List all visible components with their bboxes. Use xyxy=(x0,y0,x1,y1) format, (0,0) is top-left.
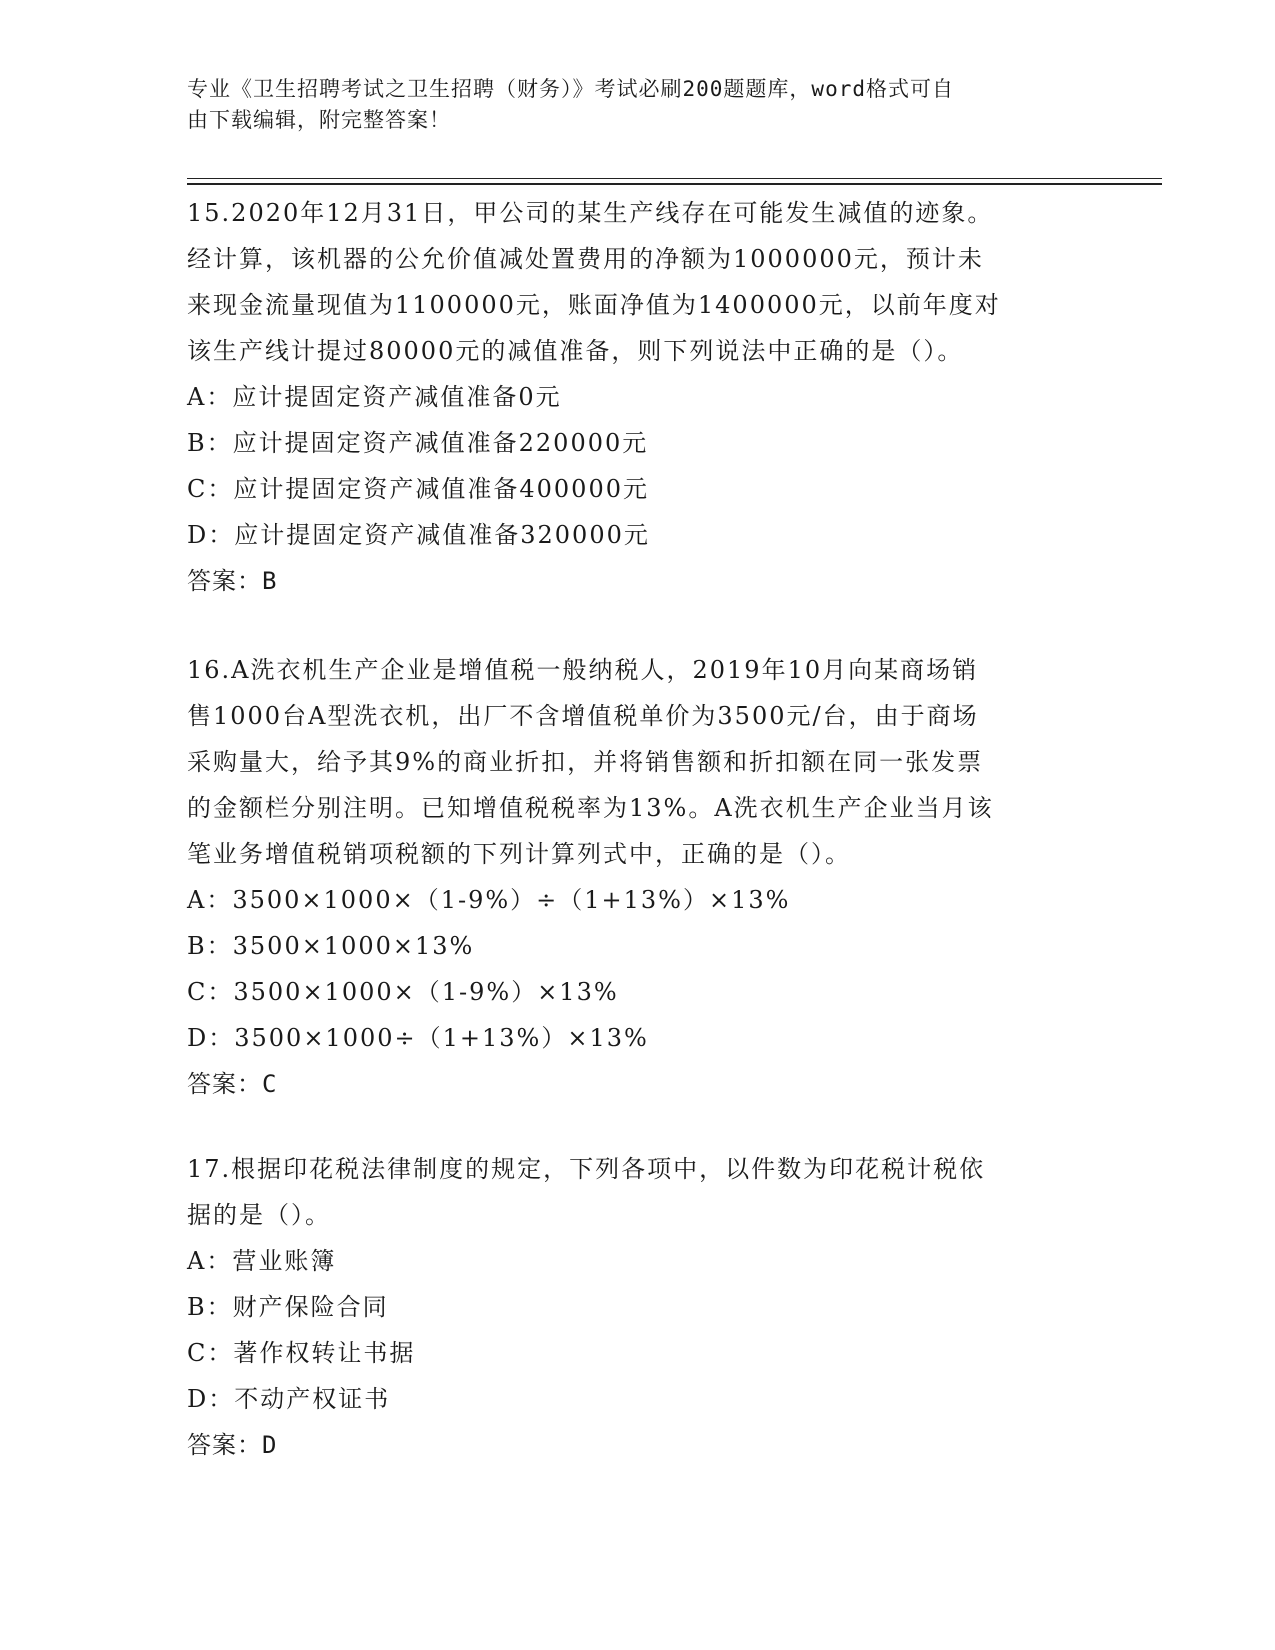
question-stem-line: 该生产线计提过80000元的减值准备，则下列说法中正确的是（）。 xyxy=(187,337,964,365)
question-stem-line: 笔业务增值税销项税额的下列计算列式中，正确的是（）。 xyxy=(187,840,851,868)
header-divider-thin xyxy=(187,178,1162,179)
option-b: B：财产保险合同 xyxy=(187,1293,389,1321)
answer: 答案：D xyxy=(187,1431,278,1459)
question-stem-line: 采购量大，给予其9%的商业折扣，并将销售额和折扣额在同一张发票 xyxy=(187,748,984,776)
question-15 xyxy=(187,190,1067,604)
option-c: C：3500×1000×（1-9%）×13% xyxy=(187,978,619,1006)
question-stem-line: 售1000台A型洗衣机，出厂不含增值税单价为3500元/台，由于商场 xyxy=(187,702,979,730)
option-a: A：营业账簿 xyxy=(187,1247,337,1275)
header-line-1: 专业《卫生招聘考试之卫生招聘（财务）》考试必刷200题题库，word格式可自 xyxy=(187,77,954,101)
question-stem-line: 经计算，该机器的公允价值减处置费用的净额为1000000元，预计未 xyxy=(187,245,984,273)
question-stem-line: 17.根据印花税法律制度的规定，下列各项中，以件数为印花税计税依 xyxy=(187,1155,986,1183)
question-stem-line: 15.2020年12月31日，甲公司的某生产线存在可能发生减值的迹象。 xyxy=(187,199,994,227)
question-stem-line: 来现金流量现值为1100000元，账面净值为1400000元，以前年度对 xyxy=(187,291,1001,319)
option-a: A：3500×1000×（1-9%）÷（1+13%）×13% xyxy=(187,886,791,914)
option-c: C：应计提固定资产减值准备400000元 xyxy=(187,475,649,503)
option-d: D：3500×1000÷（1+13%）×13% xyxy=(187,1024,649,1052)
option-b: B：3500×1000×13% xyxy=(187,932,475,960)
option-b: B：应计提固定资产减值准备220000元 xyxy=(187,429,649,457)
question-17 xyxy=(187,1146,1067,1468)
question-16 xyxy=(187,647,1067,1107)
page-header xyxy=(187,74,1067,136)
question-stem-line: 16.A洗衣机生产企业是增值税一般纳税人，2019年10月向某商场销 xyxy=(187,656,979,684)
question-stem-line: 据的是（）。 xyxy=(187,1201,331,1229)
header-divider-thick xyxy=(187,183,1162,185)
answer: 答案：C xyxy=(187,1070,278,1098)
option-a: A：应计提固定资产减值准备0元 xyxy=(187,383,562,411)
option-d: D：不动产权证书 xyxy=(187,1385,391,1413)
question-stem-line: 的金额栏分别注明。已知增值税税率为13%。A洗衣机生产企业当月该 xyxy=(187,794,994,822)
option-c: C：著作权转让书据 xyxy=(187,1339,416,1367)
answer: 答案：B xyxy=(187,567,278,595)
header-line-2: 由下载编辑，附完整答案！ xyxy=(187,108,451,132)
option-d: D：应计提固定资产减值准备320000元 xyxy=(187,521,650,549)
